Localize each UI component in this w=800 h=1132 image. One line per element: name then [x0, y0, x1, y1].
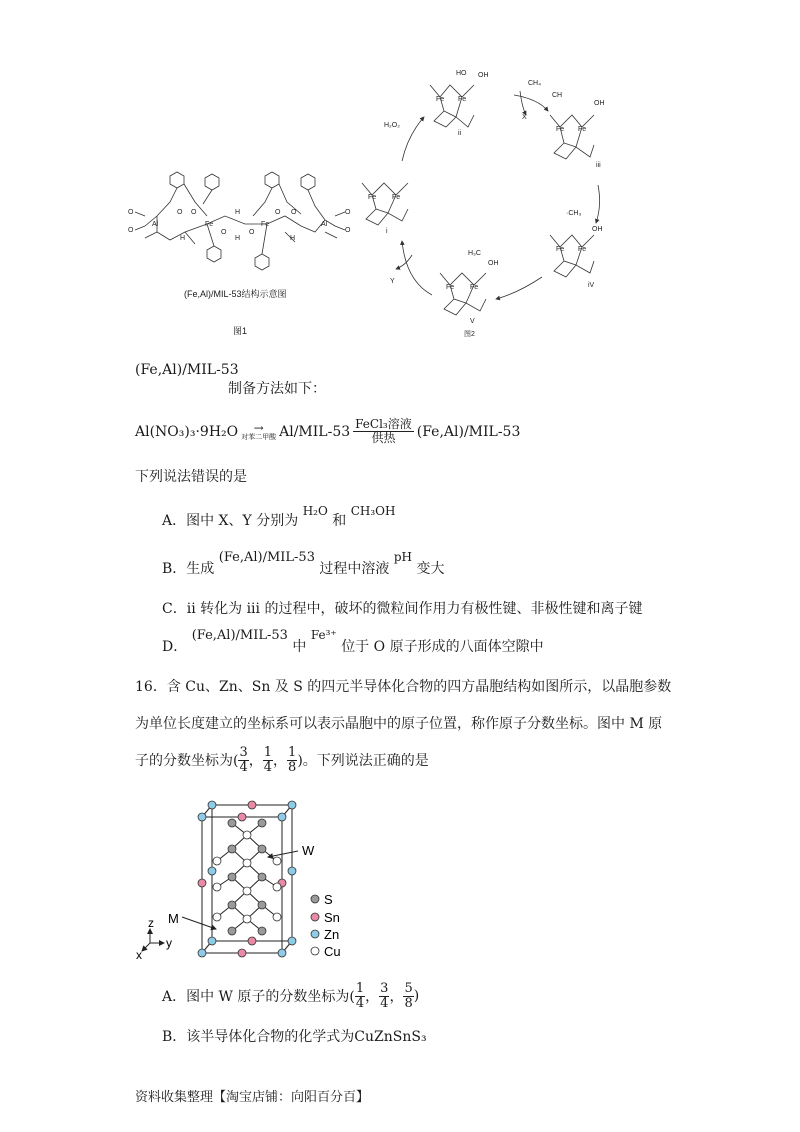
svg-text:Fe: Fe [458, 96, 467, 103]
q16-line-2: 为单位长度建立的坐标系可以表示晶胞中的原子位置，称作原子分数坐标。图中 M 原 [135, 716, 663, 732]
svg-text:Cu: Cu [324, 944, 341, 959]
m-label: M [168, 911, 179, 926]
q15-option-c: C．ii 转化为 iii 的过程中，破坏的微粒间作用力有极性键、非极性键和离子键 [162, 601, 643, 617]
svg-text:i: i [386, 228, 388, 235]
svg-text:OH: OH [478, 72, 489, 79]
benzene-ring-bottom [207, 246, 269, 270]
intro-method: 制备方法如下： [228, 381, 326, 397]
svg-text:O: O [291, 209, 297, 216]
w-label: W [302, 843, 315, 858]
legend [311, 892, 341, 959]
figure-1-label: 图1 [233, 326, 248, 336]
page-footer: 资料收集整理【淘宝店铺：向阳百分百】 [135, 1090, 370, 1105]
m-coord-y: $\frac{1}{4}$ [263, 745, 273, 775]
svg-text:Fe: Fe [470, 284, 479, 291]
q16-line-3: 子的分数坐标为( $\frac{3}{4}$ ， $\frac{1}{4}$ ， $\frac{1}{8}$ )。下列说法正确的是 [135, 745, 429, 775]
species-ii [430, 70, 489, 137]
m-coord-z: $\frac{1}{8}$ [288, 745, 297, 775]
q15-option-b: B．生成 (Fe,Al)/MIL-53 过程中溶液 pH 变大 [162, 550, 445, 577]
species-iii [550, 92, 605, 169]
svg-text:y: y [166, 936, 172, 950]
svg-text:CH: CH [552, 92, 563, 99]
svg-text:O: O [275, 209, 281, 216]
w-coord-z: $\frac{5}{8}$ [404, 981, 413, 1011]
w-coord-x: $\frac{1}{4}$ [355, 981, 365, 1011]
equation: Al(NO₃)₃·9H₂O → 对苯二甲酸 Al/MIL-53 FeCl₃溶液 供热 (Fe,Al)/MIL-53 [135, 417, 521, 446]
svg-text:Fe: Fe [556, 126, 565, 133]
svg-text:Fe: Fe [578, 126, 587, 133]
q15-option-a: A．图中 X、Y 分别为 H₂O 和 CH₃OH [162, 504, 396, 529]
svg-text:Al: Al [321, 221, 328, 228]
svg-text:Fe: Fe [205, 221, 214, 228]
svg-text:Fe: Fe [261, 221, 270, 228]
svg-text:iV: iV [588, 282, 595, 289]
svg-text:H₃C: H₃C [468, 250, 481, 257]
species-i [362, 183, 408, 235]
svg-text:H: H [290, 235, 296, 242]
svg-text:Sn: Sn [324, 910, 340, 925]
figure-1-caption: (Fe,Al)/MIL-53结构示意图 [184, 289, 287, 299]
m-coord-x: $\frac{3}{4}$ [239, 745, 248, 775]
svg-text:H: H [235, 209, 241, 216]
svg-text:Fe: Fe [556, 246, 565, 253]
svg-text:X: X [522, 114, 527, 121]
svg-text:O: O [345, 227, 351, 234]
svg-text:O: O [191, 209, 197, 216]
q16-option-b: B．该半导体化合物的化学式为CuZnSnS₃ [162, 1029, 427, 1045]
svg-text:Fe: Fe [446, 284, 455, 291]
equation-product: (Fe,Al)/MIL-53 [416, 423, 521, 440]
intro-compound: (Fe,Al)/MIL-53 [135, 362, 239, 378]
equation-arrow-note: 对苯二甲酸 [241, 433, 277, 442]
svg-text:CH₄: CH₄ [528, 80, 541, 87]
svg-text:Fe: Fe [578, 246, 587, 253]
svg-text:OH: OH [488, 260, 499, 267]
svg-text:z: z [148, 916, 154, 930]
benzene-ring [170, 172, 315, 190]
crystal-cell-figure [132, 795, 372, 967]
svg-text:O: O [128, 209, 134, 216]
svg-text:O: O [221, 229, 227, 236]
svg-text:V: V [470, 318, 475, 325]
svg-text:图2: 图2 [464, 331, 475, 338]
figure-1-structure [125, 168, 355, 288]
equation-above: FeCl₃溶液 [355, 417, 412, 431]
equation-below: 供热 [371, 431, 396, 446]
svg-text:Al: Al [152, 221, 159, 228]
svg-text:OH: OH [594, 100, 605, 107]
svg-text:H: H [180, 235, 186, 242]
q15-stem: 下列说法错误的是 [135, 469, 247, 485]
figure-2-cycle [350, 55, 650, 340]
svg-text:·CH₃: ·CH₃ [566, 210, 582, 217]
w-coord-y: $\frac{3}{4}$ [380, 981, 389, 1011]
q16-option-a: A．图中 W 原子的分数坐标为( $\frac{1}{4}$ ， $\frac{3}{4}$ ， $\frac{5}{8}$ ) [162, 981, 420, 1011]
axes-icon [142, 929, 164, 951]
svg-text:ii: ii [458, 130, 462, 137]
svg-text:OH: OH [592, 226, 603, 233]
equation-reactant: Al(NO₃)₃·9H₂O [135, 423, 239, 440]
species-v [440, 250, 499, 325]
svg-text:Y: Y [390, 278, 395, 285]
svg-text:O: O [128, 227, 134, 234]
q15-option-d: D． (Fe,Al)/MIL-53 中 Fe³⁺ 位于 O 原子形成的八面体空隙中 [162, 628, 544, 655]
svg-text:S: S [324, 892, 333, 907]
svg-text:HO: HO [456, 70, 467, 77]
svg-text:Fe: Fe [392, 194, 401, 201]
svg-text:H: H [235, 235, 241, 242]
svg-text:O: O [177, 209, 183, 216]
svg-text:x: x [136, 948, 142, 962]
svg-text:Zn: Zn [324, 927, 340, 942]
svg-text:Fe: Fe [436, 96, 445, 103]
q16-line-1: 16．含 Cu、Zn、Sn 及 S 的四元半导体化合物的四方晶胞结构如图所示，以晶胞参数 [135, 679, 672, 695]
svg-text:O: O [249, 229, 255, 236]
svg-text:O: O [345, 209, 351, 216]
svg-text:H₂O₂: H₂O₂ [384, 122, 400, 129]
species-iv [550, 226, 603, 289]
svg-text:Fe: Fe [368, 194, 377, 201]
equation-mid: Al/MIL-53 [279, 423, 351, 440]
svg-text:iii: iii [596, 162, 601, 169]
